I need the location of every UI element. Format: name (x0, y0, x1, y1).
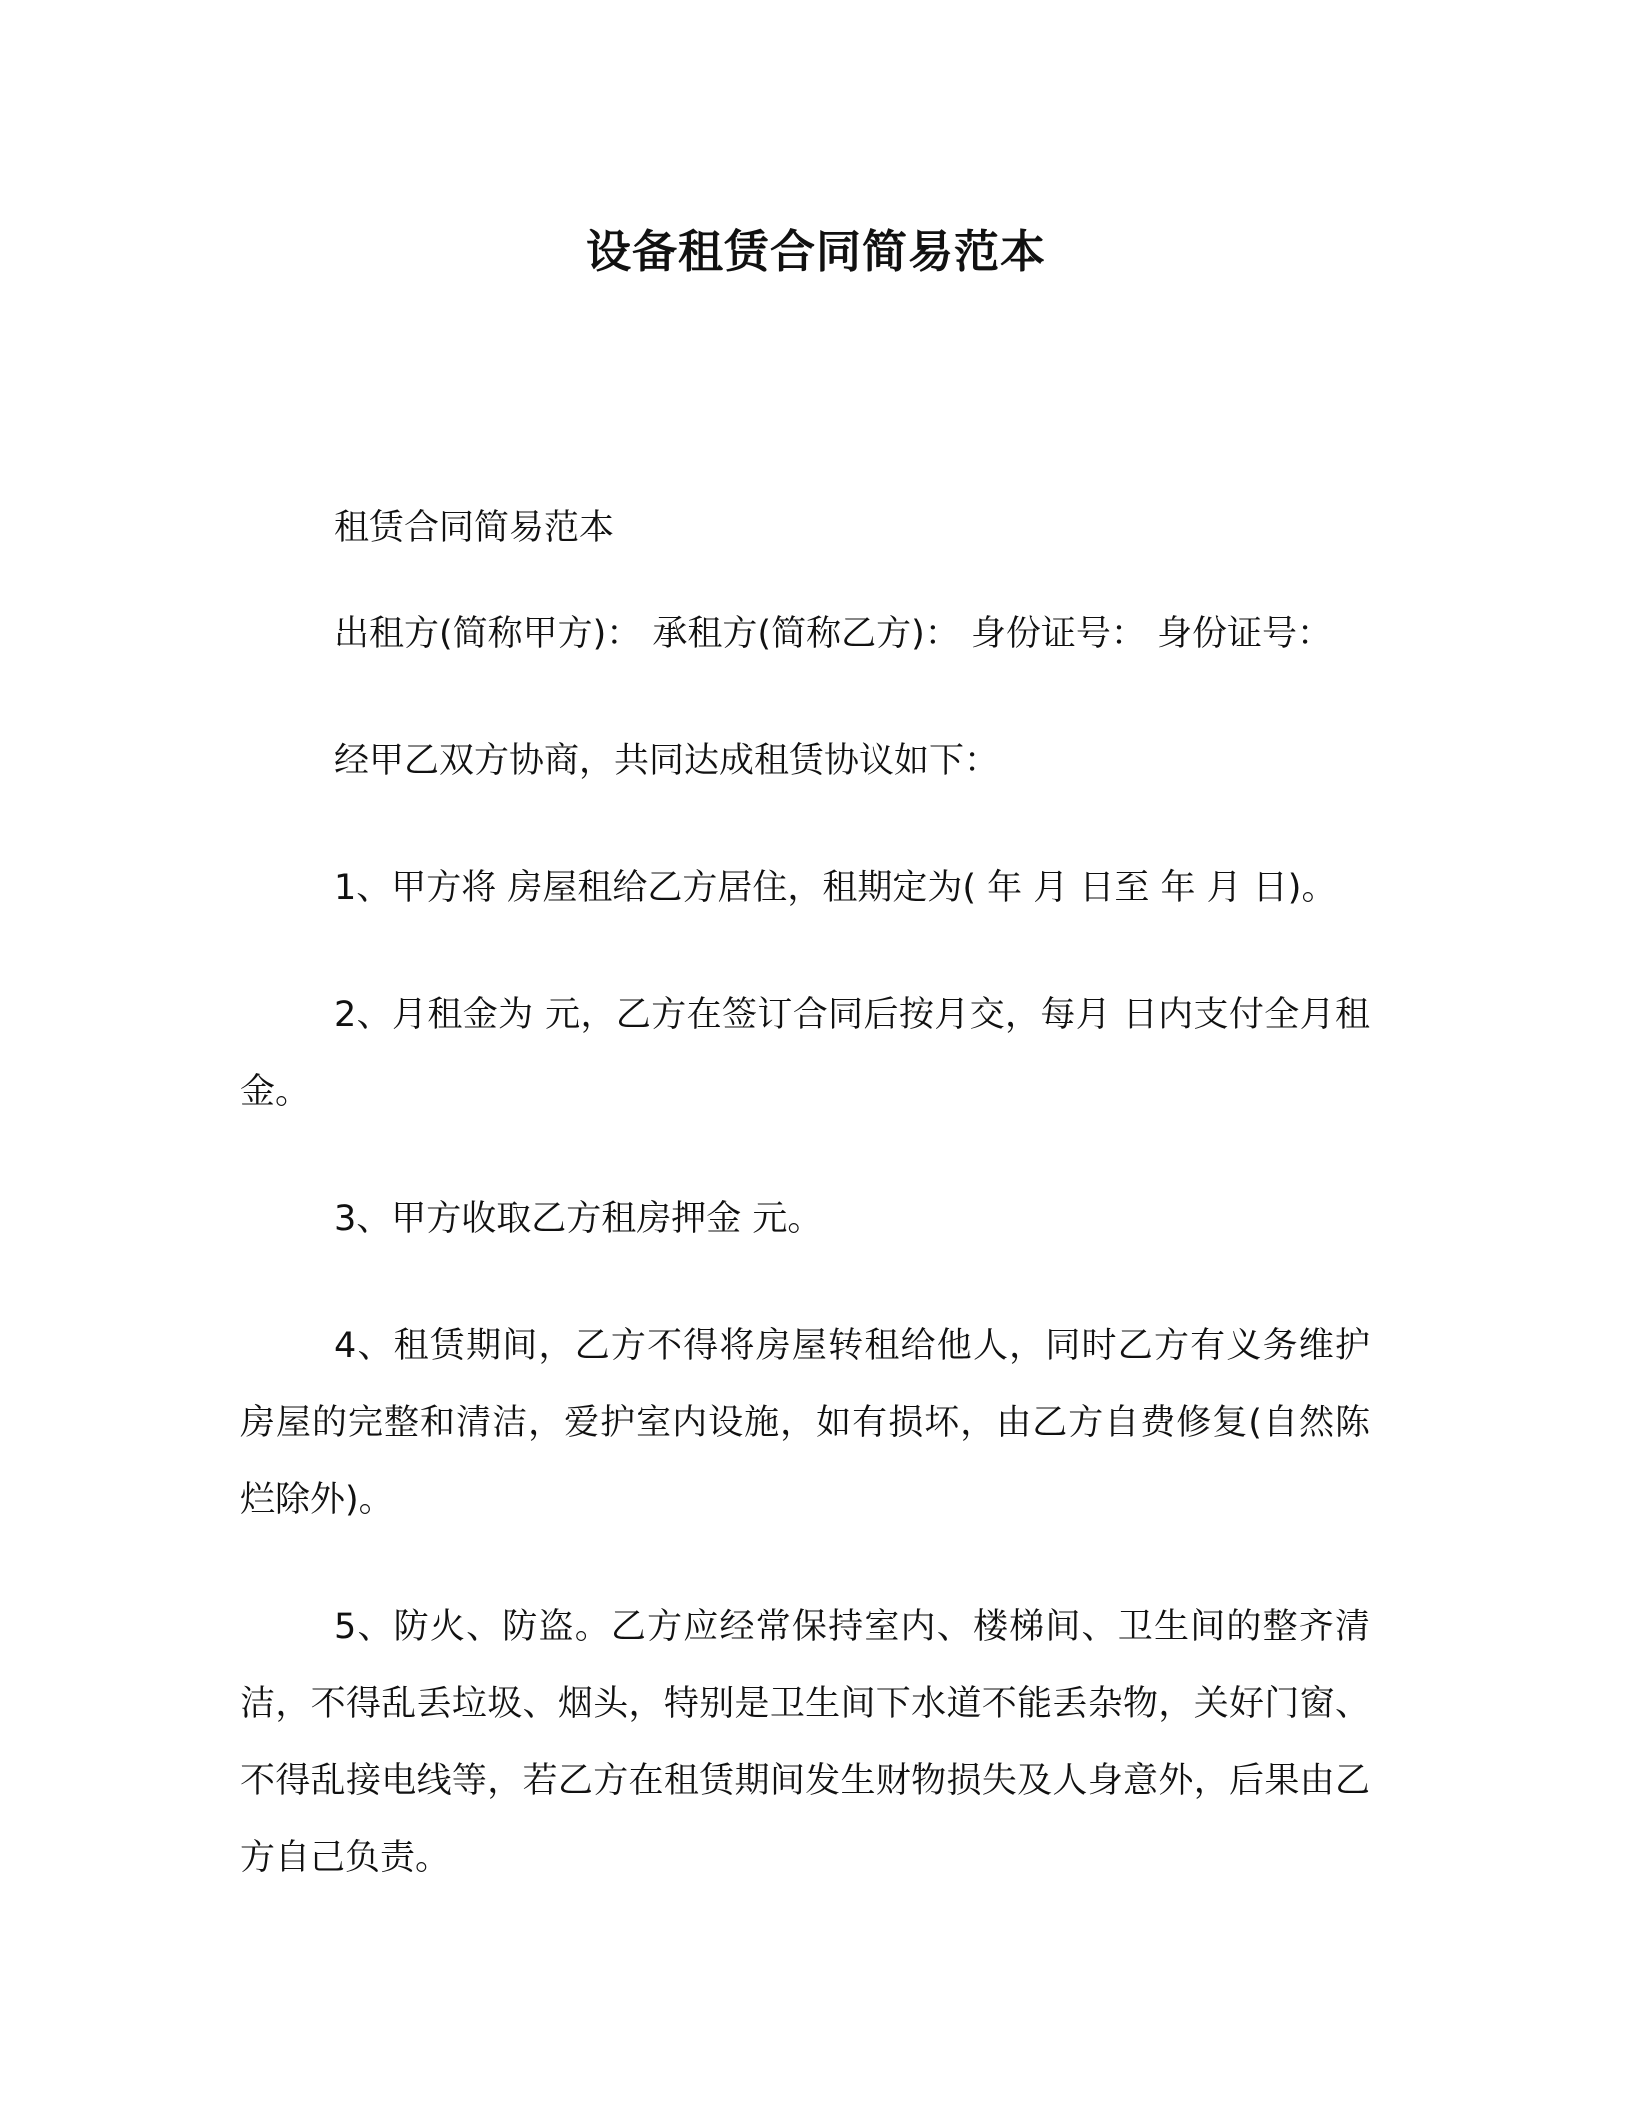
paragraph-agreement-intro: 经甲乙双方协商，共同达成租赁协议如下： (334, 741, 1000, 781)
paragraph-subtitle: 租赁合同简易范本 (334, 508, 615, 548)
paragraph-clause-2: 2、月租金为 元，乙方在签订合同后按月交，每月 日内支付全月租金。 (240, 995, 1370, 1112)
paragraph-clause-3: 3、甲方收取乙方租房押金 元。 (334, 1199, 823, 1239)
document-body (240, 490, 1370, 1947)
paragraph-clause-5: 5、防火、防盗。乙方应经常保持室内、楼梯间、卫生间的整齐清洁，不得乱丢垃圾、烟头，特别是卫生间下水道不能丢杂物，关好门窗、不得乱接电线等，若乙方在租赁期间发生财物损失及人身意外，后果由乙方自己负责。 (240, 1607, 1370, 1878)
paragraph-clause-1: 1、甲方将 房屋租给乙方居住，租期定为( 年 月 日至 年 月 日)。 (334, 868, 1337, 908)
paragraph-parties: 出租方(简称甲方)： 承租方(简称乙方)： 身份证号： 身份证号： (334, 614, 1332, 654)
document-title: 设备租赁合同简易范本 (585, 225, 1046, 278)
paragraph-clause-4: 4、租赁期间，乙方不得将房屋转租给他人，同时乙方有义务维护房屋的完整和清洁，爱护室内设施，如有损坏，由乙方自费修复(自然陈烂除外)。 (240, 1326, 1370, 1520)
